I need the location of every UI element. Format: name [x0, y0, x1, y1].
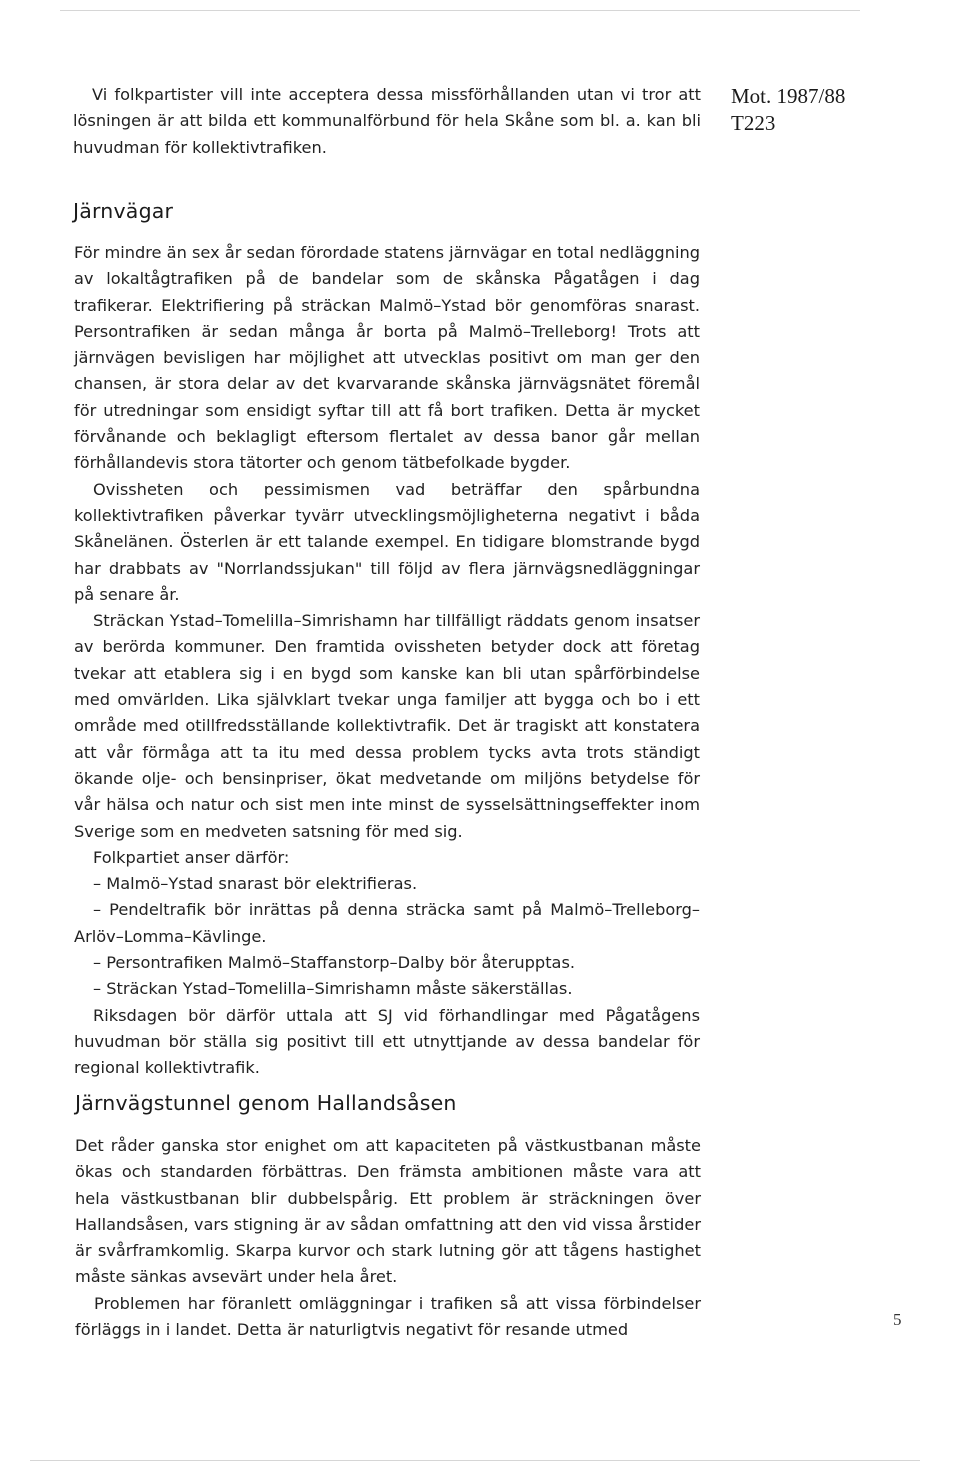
section-hallandsasen-body — [75, 1133, 701, 1343]
motion-code: T223 — [731, 111, 776, 135]
paragraph: Ovissheten och pessimismen vad beträffar den spårbundna kollektivtrafiken påverkar tyvärr utvecklingsmöjligheterna negativt i båda Skånelänen. Österlen är ett talande exempel. En tidigare blomstrande bygd har drabbats av "Norrlandssjukan" till följd av flera järnvägsnedläggningar på senare år. — [74, 479, 700, 604]
section-heading-hallandsasen: Järnvägstunnel genom Hallandsåsen — [75, 1091, 457, 1115]
list-item: – Persontrafiken Malmö–Staffanstorp–Dalby bör återupptas. — [93, 953, 576, 973]
intro-paragraph: Vi folkpartister vill inte acceptera dessa missförhållanden utan vi tror att lösningen är att bilda ett kommunalförbund för hela Skåne som bl. a. kan bli huvudman för kollektivtrafiken. — [73, 85, 701, 157]
paragraph: Riksdagen bör därför uttala att SJ vid förhandlingar med Pågatågens huvudman bör ställa sig positivt till ett utnyttjande av dessa bandelar för regional kollektivtrafik. — [74, 1005, 700, 1078]
paragraph: För mindre än sex år sedan förordade statens järnvägar en total nedläggning av lokaltågtrafiken på de bandelar som de skånska Pågatågen i dag trafikerar. Elektrifiering på sträckan Malmö–Ystad bör genomföras snarast. Persontrafiken är sedan många år borta på Malmö–Trelleborg! Trots att järnvägen bevisligen har möjlighet att utvecklas positivt om man ger den chansen, är stora delar av det kvarvarande skånska järnvägsnätet föremål för utredningar som ensidigt syftar till att få bort trafiken. Detta är mycket förvånande och beklagligt eftersom flertalet av dessa banor går mellan förhållandevis stora tätorter och genom tätbefolkade bygder. — [74, 243, 700, 473]
intro-block — [73, 82, 701, 161]
section-jarnvagar-body — [74, 240, 700, 1082]
list-item: – Pendeltrafik bör inrättas på denna sträcka samt på Malmö–Trelleborg–Arlöv–Lomma–Kävlinge. — [74, 900, 700, 946]
list-item: – Malmö–Ystad snarast bör elektrifieras. — [93, 874, 418, 894]
paragraph: Problemen har föranlett omläggningar i trafiken så att vissa förbindelser förläggs in i landet. Detta är naturligtvis negativt för resande utmed — [75, 1293, 701, 1340]
list-item: – Sträckan Ystad–Tomelilla–Simrishamn måste säkerställas. — [93, 979, 573, 999]
paragraph: Folkpartiet anser därför: — [93, 847, 290, 867]
section-heading-jarnvagar: Järnvägar — [73, 199, 174, 223]
page-number: 5 — [893, 1310, 902, 1329]
motion-reference — [731, 83, 845, 137]
paragraph: Sträckan Ystad–Tomelilla–Simrishamn har tillfälligt räddats genom insatser av berörda kommuner. Den framtida ovissheten betyder dock att företag tvekar att etablera sig i en bygd som kanske kan bli utan spårförbindelse med omvärlden. Lika självklart tvekar unga familjer att bygga och bo i ett område med otillfredsställande kollektivtrafik. Det är tragiskt att konstatera att vår förmåga att ta itu med dessa problem tycks avta trots ständigt ökande olje- och bensinpriser, ökat medvetande om miljöns betydelse för vår hälsa och natur och sist men inte minst de sysselsättningseffekter inom Sverige som en medveten satsning för med sig. — [74, 611, 700, 841]
paragraph: Det råder ganska stor enighet om att kapaciteten på västkustbanan måste ökas och standarden förbättras. Den främsta ambitionen måste vara att hela västkustbanan blir dubbelspårig. Ett problem är sträckningen över Hallandsåsen, vars stigning är av sådan omfattning att den vid vissa årstider är svårframkomlig. Skarpa kurvor och stark lutning gör att tågens hastighet måste sänkas avsevärt under hela året. — [75, 1136, 701, 1287]
top-scan-edge — [60, 10, 860, 11]
motion-number: Mot. 1987/88 — [731, 84, 846, 108]
bottom-scan-edge — [30, 1460, 920, 1461]
